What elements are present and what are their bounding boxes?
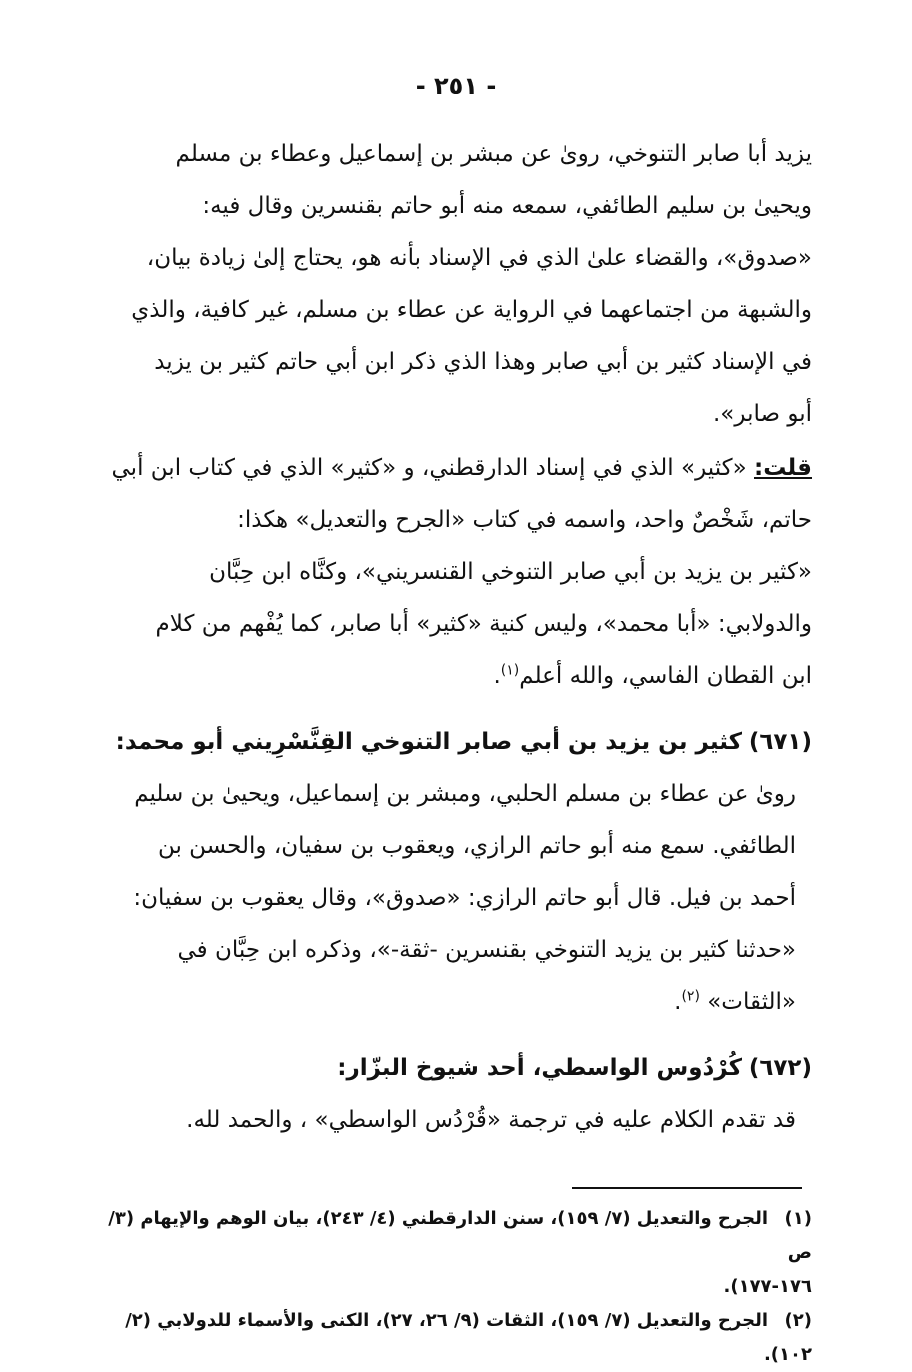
text-line: يزيد أبا صابر التنوخي، روىٰ عن مبشر بن إسماعيل وعطاء بن مسلم bbox=[175, 141, 812, 167]
entry-title: كثير بن يزيد بن أبي صابر التنوخي القِنَّسْرِيني أبو محمد: bbox=[115, 729, 742, 755]
entry-671-body bbox=[100, 768, 812, 1028]
footnote-ref-1[interactable]: (١) bbox=[500, 662, 520, 679]
footnote-text: الجرح والتعديل (٧/ ١٥٩)، سنن الدارقطني (٤/ ٢٤٣)، بيان الوهم والإيهام (٣/ ص bbox=[108, 1208, 812, 1263]
entry-last-period: . bbox=[674, 989, 682, 1015]
text-line: الطائفي. سمع منه أبو حاتم الرازي، ويعقوب بن سفيان، والحسن بن bbox=[157, 833, 796, 859]
qultu-first-line: «كثير» الذي في إسناد الدارقطني، و «كثير» الذي في كتاب ابن أبي bbox=[111, 455, 754, 481]
text-line: أحمد بن فيل. قال أبو حاتم الرازي: «صدوق»، وقال يعقوب بن سفيان: bbox=[133, 885, 796, 911]
footnote-ref-2[interactable]: (٢) bbox=[681, 988, 700, 1005]
footnote-text: الجرح والتعديل (٧/ ١٥٩)، الثقات (٩/ ٢٦، ٢٧)، الكنى والأسماء للدولابي (٢/ ١٠٢). bbox=[125, 1310, 812, 1365]
qultu-label: قلت: bbox=[754, 455, 812, 481]
entry-672-heading bbox=[100, 1042, 812, 1094]
footnote-separator bbox=[572, 1187, 802, 1189]
footnote-number: (٢) bbox=[784, 1310, 812, 1331]
text-line: روىٰ عن عطاء بن مسلم الحلبي، ومبشر بن إسماعيل، ويحيىٰ بن سليم bbox=[134, 781, 796, 807]
page-number: - ٢٥١ - bbox=[415, 72, 497, 100]
footnote-1 bbox=[100, 1202, 812, 1270]
entry-671-last-line bbox=[100, 976, 796, 1028]
text-line: والشبهة من اجتماعهما في الرواية عن عطاء بن مسلم، غير كافية، والذي bbox=[131, 297, 812, 323]
qultu-last-period: . bbox=[493, 663, 501, 689]
text-line: «كثير بن يزيد بن أبي صابر التنوخي القنسريني»، وكنَّاه ابن حِبَّان bbox=[209, 559, 812, 585]
text-line: والدولابي: «أبا محمد»، وليس كنية «كثير» أبا صابر، كما يُفْهم من كلام bbox=[155, 611, 812, 637]
footnote-1-continued: ١٧٦-١٧٧). bbox=[723, 1276, 812, 1297]
footnote-2 bbox=[100, 1304, 812, 1372]
main-text bbox=[100, 128, 812, 1146]
text-line: قد تقدم الكلام عليه في ترجمة «قُرْدُس الواسطي» ، والحمد لله. bbox=[186, 1107, 796, 1133]
entry-672-body bbox=[100, 1094, 812, 1146]
text-line: «حدثنا كثير بن يزيد التنوخي بقنسرين -ثقة-»، وذكره ابن حِبَّان في bbox=[177, 937, 796, 963]
text-line: في الإسناد كثير بن أبي صابر وهذا الذي ذكر ابن أبي حاتم كثير بن يزيد bbox=[154, 349, 812, 375]
entry-title: كُرْدُوس الواسطي، أحد شيوخ البزّار: bbox=[337, 1055, 742, 1081]
qultu-last-text: ابن القطان الفاسي، والله أعلم bbox=[519, 663, 812, 689]
entry-last-text: «الثقات» bbox=[707, 989, 796, 1015]
qultu-last-line bbox=[100, 650, 812, 702]
entry-671-heading bbox=[100, 716, 812, 768]
footnote-number: (١) bbox=[784, 1208, 812, 1229]
entry-number: (٦٧٢) bbox=[748, 1055, 812, 1081]
qultu-paragraph-start bbox=[100, 442, 812, 494]
text-line: حاتم، شَخْصٌ واحد، واسمه في كتاب «الجرح والتعديل» هكذا: bbox=[237, 507, 812, 533]
footnotes bbox=[100, 1202, 812, 1372]
entry-number: (٦٧١) bbox=[748, 729, 812, 755]
text-line: «صدوق»، والقضاء علىٰ الذي في الإسناد بأنه هو، يحتاج إلىٰ زيادة بيان، bbox=[146, 245, 812, 271]
text-line: أبو صابر». bbox=[713, 401, 812, 427]
text-line: ويحيىٰ بن سليم الطائفي، سمعه منه أبو حاتم بقنسرين وقال فيه: bbox=[202, 193, 812, 219]
